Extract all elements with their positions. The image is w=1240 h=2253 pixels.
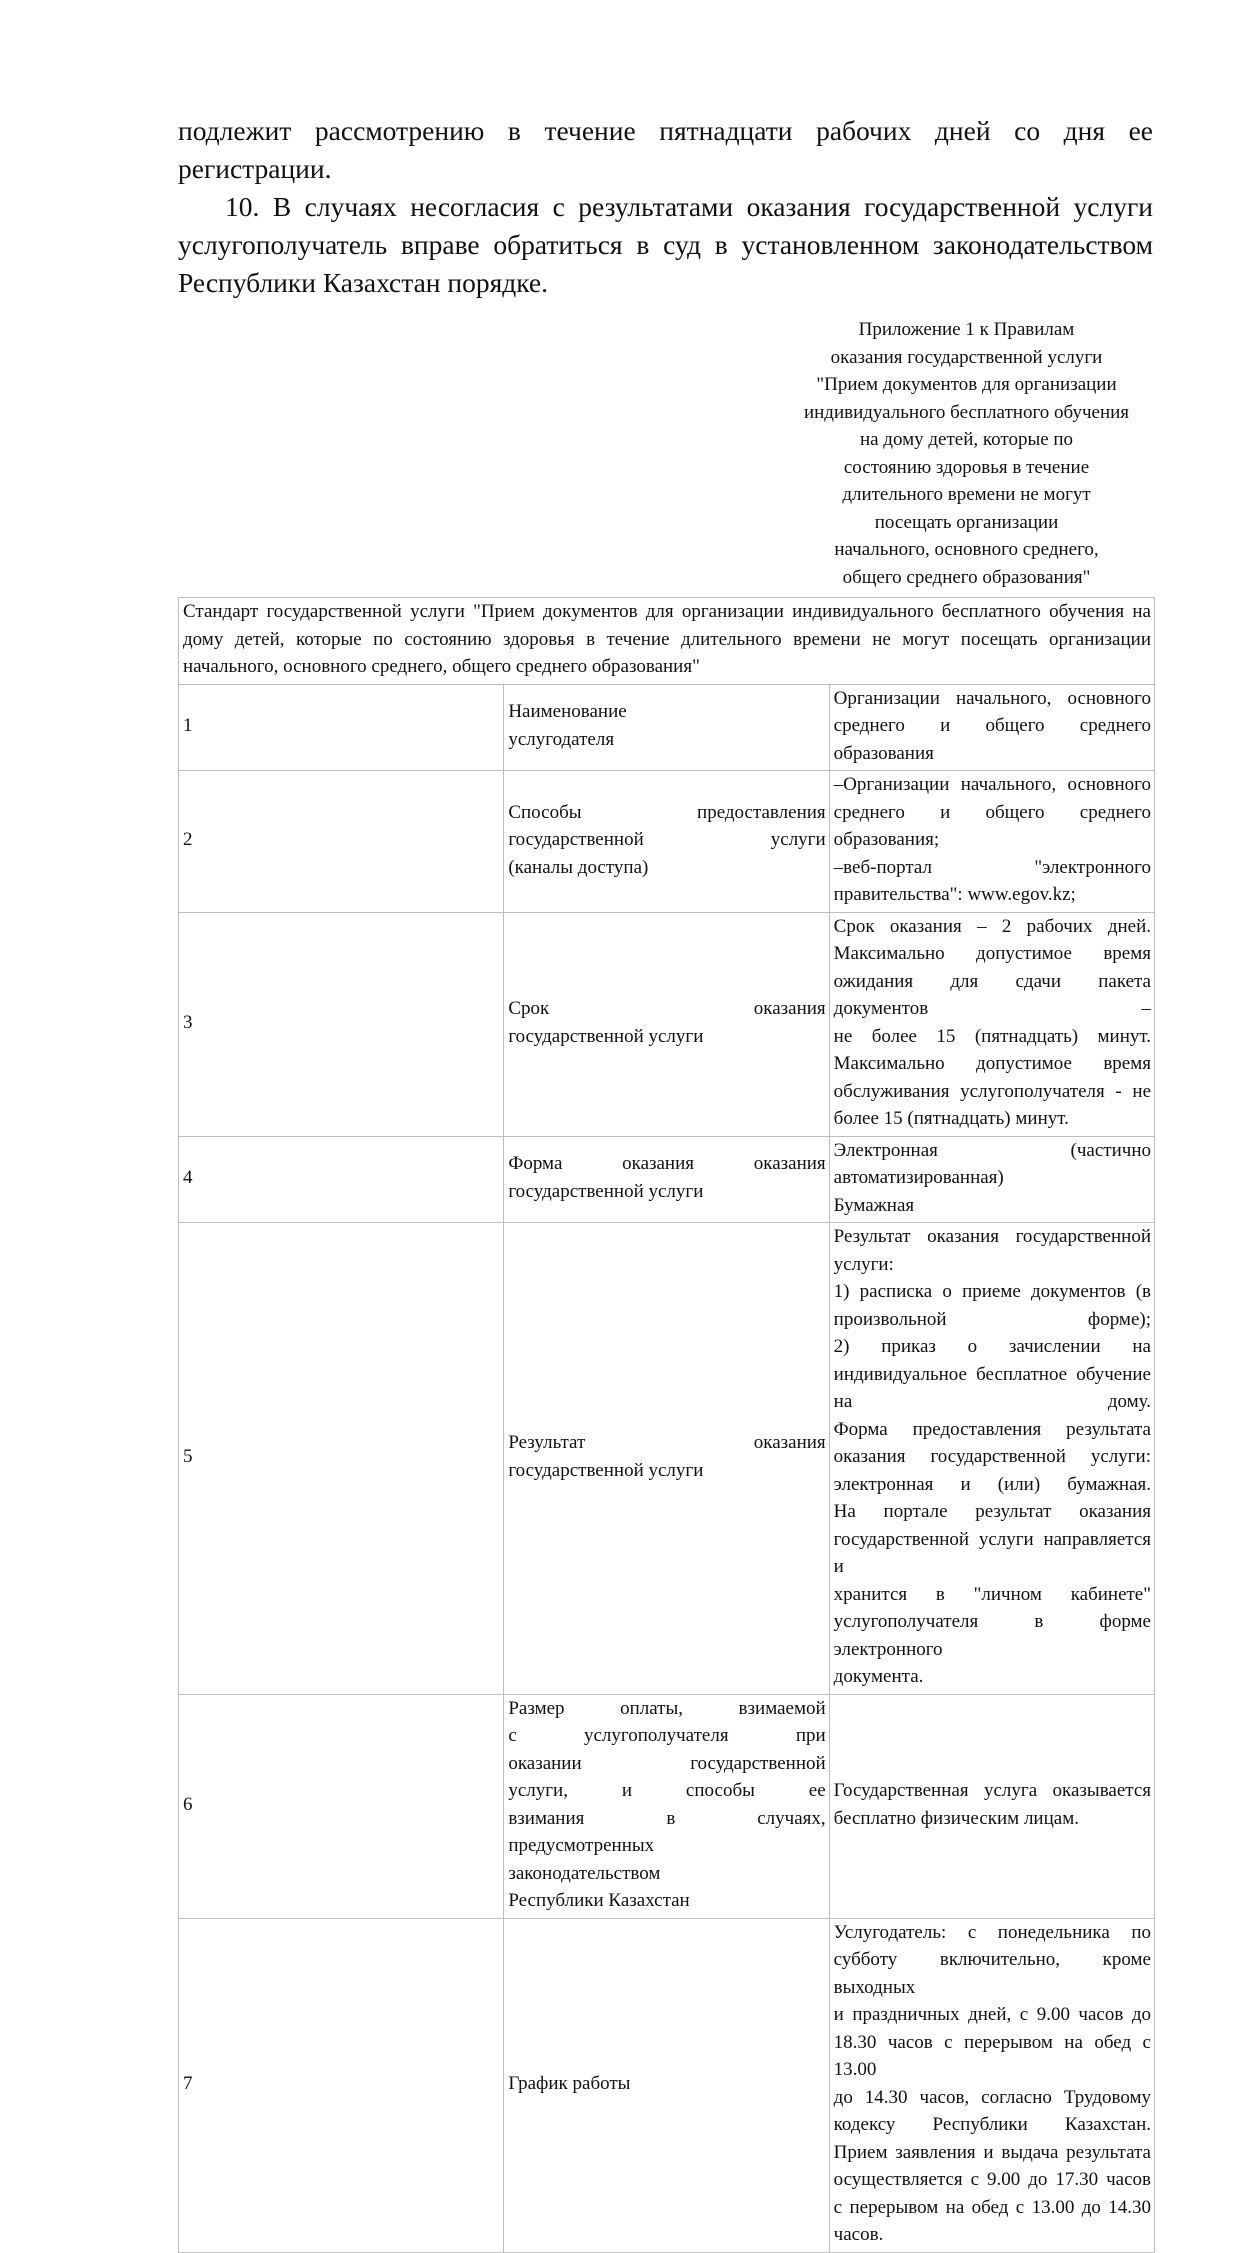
row-value-line: хранится в "личном кабинете" услугополучателя в форме электронного <box>833 1583 1151 1660</box>
row-value-cell <box>829 684 1154 771</box>
table-row <box>179 1136 1155 1223</box>
row-name-line: с услугополучателя при <box>508 1725 826 1746</box>
row-number: 5 <box>179 1223 504 1695</box>
row-name-line: государственной услуги <box>508 1025 704 1047</box>
appendix-line: длительного времени не могут <box>842 484 1091 505</box>
row-value-line: Организации начального, основного среднего и общего среднего <box>833 687 1151 736</box>
row-name-cell <box>504 771 829 913</box>
row-number: 2 <box>179 771 504 913</box>
row-name-line: государственной услуги <box>508 829 826 850</box>
row-name-line: Размер оплаты, взимаемой <box>508 1697 826 1719</box>
row-value-line: Бумажная <box>833 1194 915 1216</box>
appendix-line: оказания государственной услуги <box>830 346 1103 368</box>
row-value-cell <box>829 771 1154 913</box>
row-value-line: Максимально допустимое время ожидания для сдачи пакета документов – <box>833 943 1151 1019</box>
appendix-line: Приложение 1 к Правилам <box>858 319 1075 340</box>
row-name-line: Форма оказания оказания <box>508 1153 826 1175</box>
table-row <box>179 1223 1155 1695</box>
row-value-line: Результат оказания государственной услуги: <box>833 1226 1151 1275</box>
row-value-line: до 14.30 часов, согласно Трудовому кодексу Республики Казахстан. <box>833 2086 1151 2135</box>
row-value-line: Форма предоставления результата оказания государственной услуги: <box>833 1418 1151 1467</box>
appendix-line: начального, основного среднего, <box>834 539 1099 560</box>
document-page <box>178 112 1153 2253</box>
row-name-line: государственной услуги <box>508 1180 704 1202</box>
appendix-line: индивидуального бесплатного обучения <box>803 401 1130 423</box>
row-value-cell <box>829 912 1154 1136</box>
row-name-cell <box>504 1918 829 2252</box>
paragraph-continuation: подлежит рассмотрению в течение пятнадцати рабочих дней со дня ее регистрации. <box>178 115 1153 184</box>
row-number: 1 <box>179 684 504 771</box>
row-name-line: Республики Казахстан <box>508 1890 690 1911</box>
table-row <box>179 771 1155 913</box>
row-value-line: с перерывом на обед с 13.00 до 14.30 часов. <box>833 2196 1151 2245</box>
row-name-line: услугодателя <box>508 728 615 750</box>
row-name-line: законодательством <box>508 1862 661 1884</box>
row-value-line: На портале результат оказания государственной услуги направляется и <box>833 1501 1151 1577</box>
row-value-line: не более 15 (пятнадцать) минут. <box>833 1025 1151 1047</box>
row-name-line: взимания в случаях, <box>508 1807 826 1829</box>
row-name-line: Наименование <box>508 701 627 723</box>
row-value-line: 2) приказ о зачислении на индивидуальное бесплатное обучение на дому. <box>833 1336 1151 1412</box>
row-value-cell <box>829 1694 1154 1918</box>
row-value-line: –Организации начального, основного среднего и общего среднего <box>833 774 1151 823</box>
service-standard-table <box>178 597 1155 2253</box>
row-name-cell <box>504 684 829 771</box>
row-value-line: Максимально допустимое время обслуживания услугополучателя - не <box>833 1053 1151 1102</box>
row-name-line: государственной услуги <box>508 1459 704 1481</box>
row-value-line: –веб-портал "электронного правительства": www.egov.kz; <box>833 856 1151 905</box>
row-value-line: и праздничных дней, с 9.00 часов до 18.30 часов с перерывом на обед с 13.00 <box>833 2004 1151 2080</box>
row-name-line: оказании государственной <box>508 1752 826 1774</box>
row-value-line: Электронная (частично автоматизированная) <box>833 1139 1151 1188</box>
row-value-line: Государственная услуга оказывается бесплатно физическим лицам. <box>833 1780 1151 1829</box>
row-value-cell <box>829 1223 1154 1695</box>
appendix-line: общего среднего образования" <box>842 566 1091 588</box>
table-header-cell: Стандарт государственной услуги "Прием документов для организации индивидуального бесплатного обучения на дому детей, которые по состоянию здоровья в течение длительного времени не могут посещать организации начального, основного среднего, общего среднего образования" <box>179 598 1155 685</box>
appendix-line: "Прием документов для организации <box>816 374 1117 395</box>
row-number: 6 <box>179 1694 504 1918</box>
row-name-cell <box>504 912 829 1136</box>
row-value-cell <box>829 1136 1154 1223</box>
row-number: 3 <box>179 912 504 1136</box>
row-name-cell <box>504 1694 829 1918</box>
table-row <box>179 1918 1155 2252</box>
row-name-cell <box>504 1223 829 1695</box>
row-name-line: Результат оказания <box>508 1432 826 1454</box>
row-value-line: Прием заявления и выдача результата осуществляется с 9.00 до 17.30 часов <box>833 2141 1151 2190</box>
table-row <box>179 684 1155 771</box>
row-name-cell <box>504 1136 829 1223</box>
row-value-line: образования <box>833 742 934 764</box>
appendix-line: посещать организации <box>874 511 1059 533</box>
table-row <box>179 912 1155 1136</box>
row-value-line: электронная и (или) бумажная. <box>833 1473 1151 1495</box>
row-name-line: (каналы доступа) <box>508 856 649 878</box>
row-value-line: образования; <box>833 829 940 850</box>
row-name-line: услуги, и способы ее <box>508 1780 826 1801</box>
row-name-line: предусмотренных <box>508 1835 655 1856</box>
row-value-line: более 15 (пятнадцать) минут. <box>833 1108 1069 1129</box>
row-name-line: График работы <box>508 2072 631 2094</box>
appendix-line: состоянию здоровья в течение <box>843 456 1090 478</box>
row-name-line: Способы предоставления <box>508 801 826 823</box>
row-value-line: Срок оказания – 2 рабочих дней. <box>833 915 1151 937</box>
appendix-caption <box>780 316 1153 591</box>
table-row <box>179 1694 1155 1918</box>
row-value-line: 1) расписка о приеме документов (в произвольной форме); <box>833 1281 1151 1330</box>
row-value-cell <box>829 1918 1154 2252</box>
row-name-line: Срок оказания <box>508 998 826 1019</box>
appendix-line: на дому детей, которые по <box>859 429 1074 450</box>
row-number: 4 <box>179 1136 504 1223</box>
paragraph-10: 10. В случаях несогласия с результатами оказания государственной услуги услугополучатель вправе обратиться в суд в установленном законодательством Республики Казахстан порядке. <box>178 191 1153 298</box>
row-number: 7 <box>179 1918 504 2252</box>
row-value-line: Услугодатель: с понедельника по субботу включительно, кроме выходных <box>833 1921 1151 1998</box>
row-value-line: документа. <box>833 1666 924 1687</box>
table-header-row <box>179 598 1155 685</box>
